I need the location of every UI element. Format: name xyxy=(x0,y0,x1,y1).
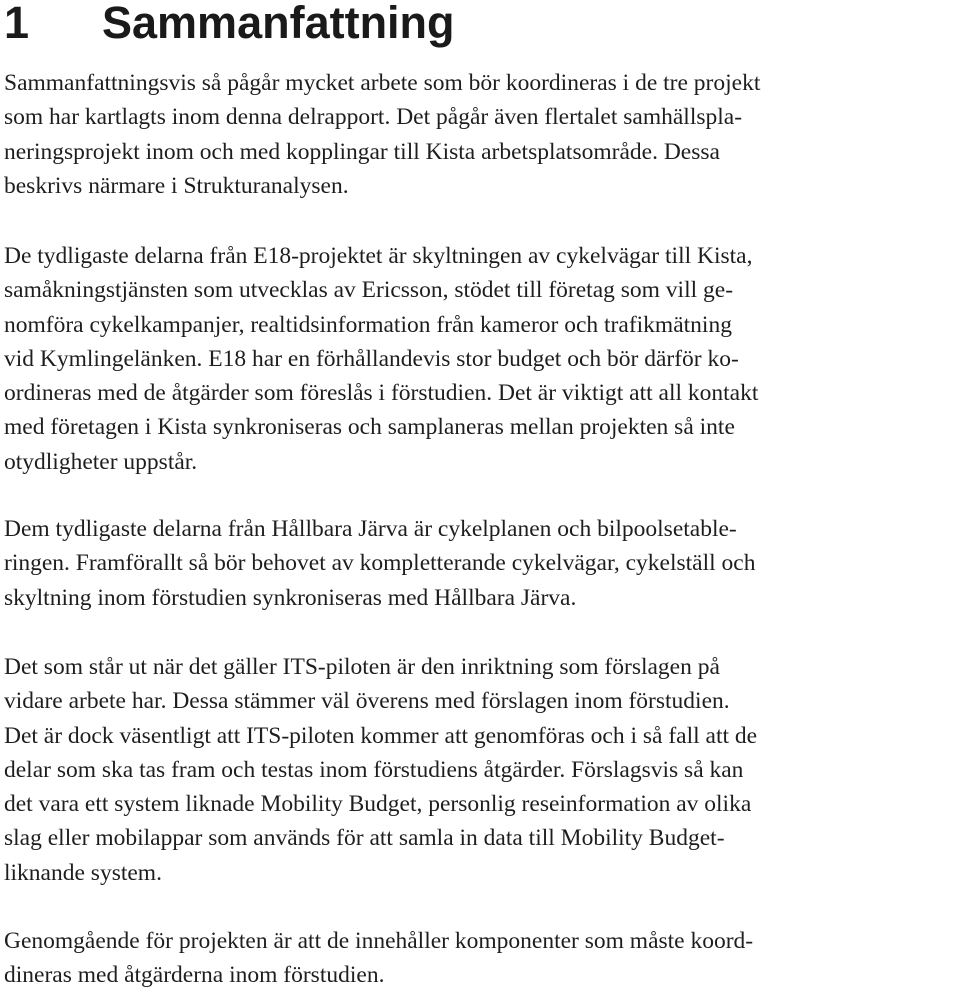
text-line: Sammanfattningsvis så pågår mycket arbete som bör koordineras i de tre projekt xyxy=(4,70,761,96)
text-line: Det är dock väsentligt att ITS-piloten kommer att genomföras och i så fall att de xyxy=(4,722,758,749)
text-line: Genomgående för projekten är att de innehåller komponenter som måste koord- xyxy=(4,928,754,954)
text-line: vidare arbete har. Dessa stämmer väl överens med förslagen inom förstudien. xyxy=(4,688,730,715)
text-line: slag eller mobilappar som används för att samla in data till Mobility Budget- xyxy=(4,825,725,852)
text-line: De tydligaste delarna från E18-projektet är skyltningen av cykelvägar till Kista, xyxy=(4,243,753,269)
text-line: liknande system. xyxy=(4,859,162,886)
section-heading xyxy=(4,0,455,49)
paragraph-summary-intro xyxy=(4,66,760,203)
text-line: som har kartlagts inom denna delrapport. Det pågår även flertalet samhällspla- xyxy=(4,104,743,131)
text-line: vid Kymlingelänken. E18 har en förhållandevis stor budget och bör därför ko- xyxy=(4,345,739,372)
paragraph-e18 xyxy=(4,239,758,479)
text-line: med företagen i Kista synkroniseras och samplaneras mellan projekten så inte xyxy=(4,414,735,441)
text-line: samåkningstjänsten som utvecklas av Ericsson, stödet till företag som vill ge- xyxy=(4,277,734,304)
text-line: nomföra cykelkampanjer, realtidsinformation från kameror och trafikmätning xyxy=(4,311,732,338)
text-line: dineras med åtgärderna inom förstudien. xyxy=(4,962,385,989)
text-line: neringsprojekt inom och med kopplingar till Kista arbetsplatsområde. Dessa xyxy=(4,138,720,165)
text-line: Det som står ut när det gäller ITS-piloten är den inriktning som förslagen på xyxy=(4,654,720,680)
text-line: det vara ett system liknade Mobility Budget, personlig reseinformation av olika xyxy=(4,791,752,818)
text-line: beskrivs närmare i Strukturanalysen. xyxy=(4,172,349,199)
text-line: ordineras med de åtgärder som föreslås i förstudien. Det är viktigt att all kontakt xyxy=(4,380,759,407)
section-number: 1 xyxy=(4,0,30,48)
text-line: Dem tydligaste delarna från Hållbara Järva är cykelplanen och bilpoolsetable- xyxy=(4,516,737,542)
paragraph-its-pilot xyxy=(4,650,757,890)
section-title: Sammanfattning xyxy=(102,0,455,48)
text-line: delar som ska tas fram och testas inom förstudiens åtgärder. Förslagsvis så kan xyxy=(4,756,744,783)
text-line: ringen. Framförallt så bör behovet av kompletterande cykelvägar, cykelställ och xyxy=(4,550,756,577)
text-line: skyltning inom förstudien synkroniseras med Hållbara Järva. xyxy=(4,584,577,611)
text-line: otydligheter uppstår. xyxy=(4,448,198,475)
paragraph-conclusion xyxy=(4,924,753,993)
paragraph-hallbara-jarva xyxy=(4,512,755,615)
